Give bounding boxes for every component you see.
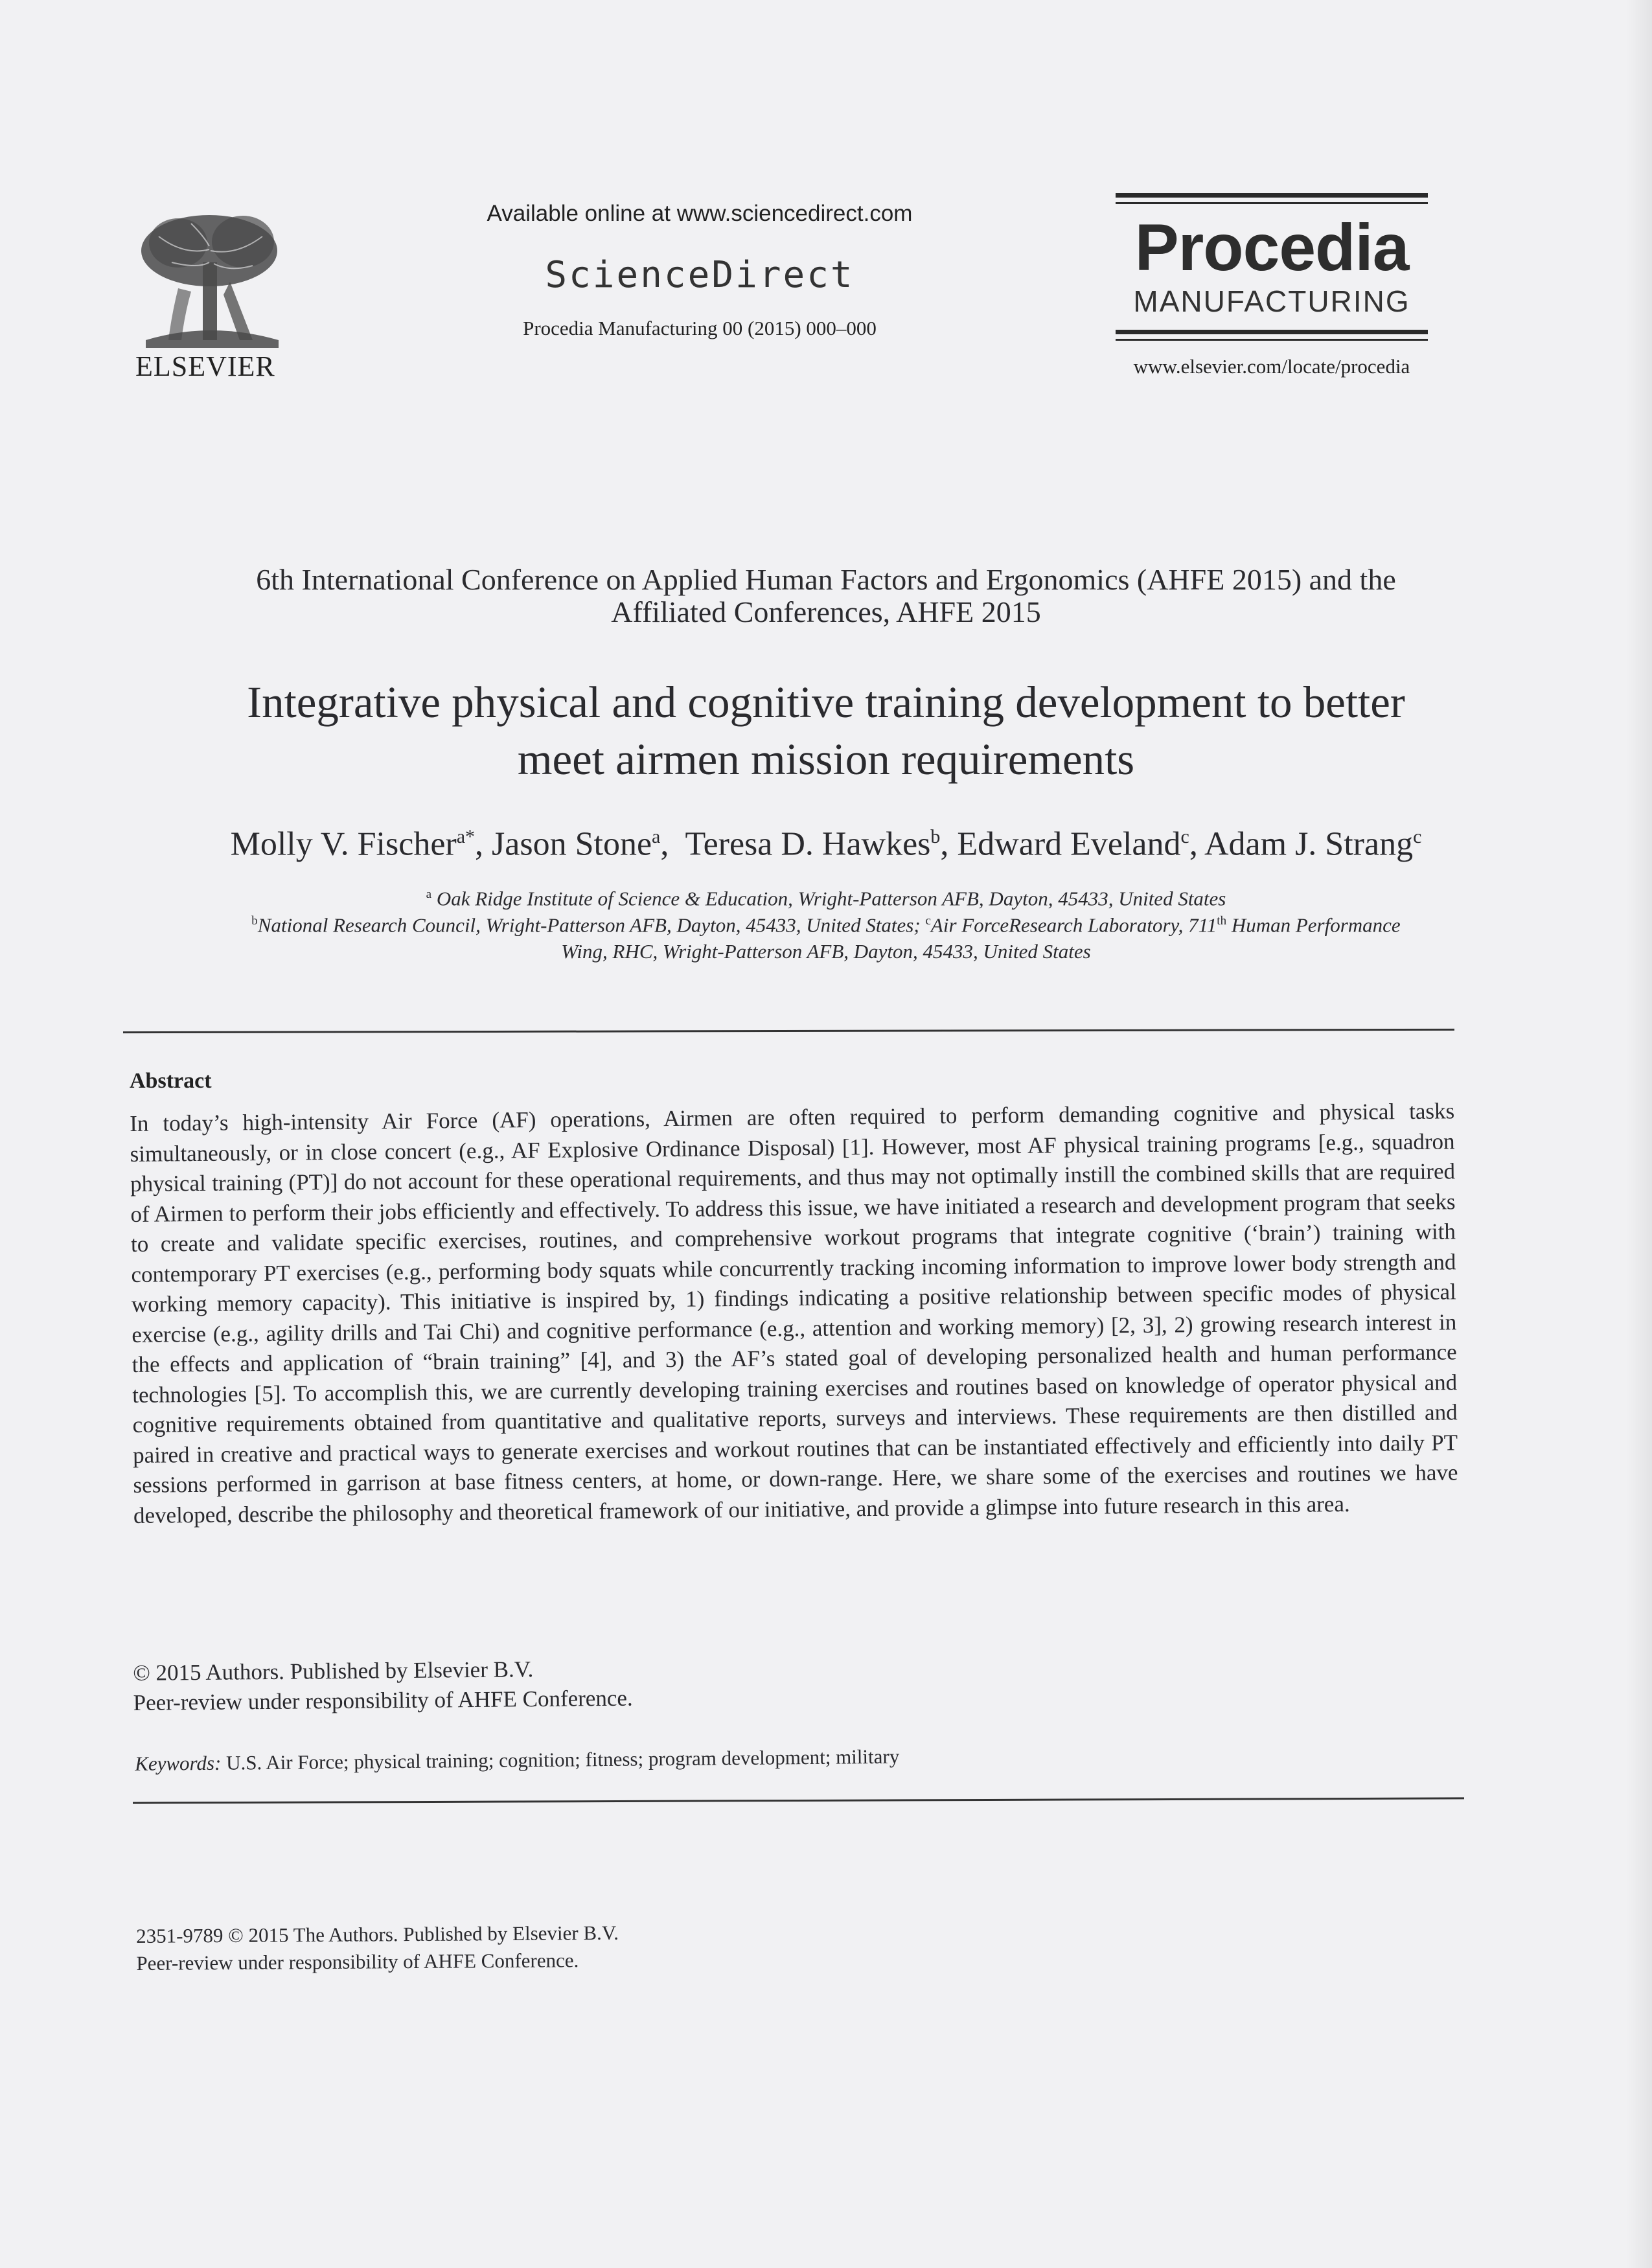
elsevier-logo [133,211,288,383]
peer-review-line: Peer-review under responsibility of AHFE Conference. [133,1685,633,1715]
logo-rule-bottom-thin [1116,339,1428,341]
affiliation-text: Wing, RHC, Wright-Patterson AFB, Dayton, 45433, United States [561,940,1091,963]
author-name: Edward Eveland [957,825,1181,863]
abstract-body: In today’s high-intensity Air Force (AF) operations, Airmen are often required to perform demanding cognitive and physical tasks simultaneously, or in close concert (e.g., AF Explosive Ordinance Disposal) [1]. However, most AF physical training programs [e.g., squadron physical training (PT)] do not account for these operational requirements, and thus may not optimally instill the combined skills that are required of Airmen to perform their jobs efficiently and effectively. To address this issue, we have initiated a research and development program that seeks to create and validate specific exercises, routines, and comprehensive workout programs that integrate cognitive (‘brain’) training with contemporary PT exercises (e.g., performing body squats while concurrently tracking incoming information to improve lower body strength and working memory capacity). This initiative is inspired by, 1) findings indicating a positive relationship between specific modes of physical exercise (e.g., agility drills and Tai Chi) and cognitive performance (e.g., attention and working memory) [2, 3], 2) growing research interest in the effects and application of “brain training” [4], and 3) the AF’s stated goal of developing personalized health and human performance technologies [5]. To accomplish this, we are currently developing training exercises and routines based on knowledge of operator physical and cognitive requirements obtained from quantitative and qualitative reports, surveys and interviews. These requirements are then distilled and paired in creative and practical ways to generate exercises and workout routines that can be instantiated effectively and efficiently into daily PT sessions performed in garrison at base fitness centers, at home, or down-range. Here, we share some of the exercises and routines we have developed, describe the philosophy and theoretical framework of our initiative, and provide a glimpse into future research in this area. [130,1098,1458,1528]
elsevier-tree-icon [133,211,288,350]
affiliation-text: Oak Ridge Institute of Science & Education, Wright-Patterson AFB, Dayton, 45433, United States [431,887,1226,910]
affiliation-c-cont [97,939,1555,964]
sciencedirect-wordmark: ScienceDirect [545,254,855,296]
abstract-heading: Abstract [130,1069,212,1093]
procedia-logo [1116,193,1428,378]
footer-issn-line: 2351-9789 © 2015 The Authors. Published by Elsevier B.V. [136,1921,619,1947]
author-affiliation-mark: a [652,826,661,847]
available-online-text: Available online at www.sciencedirect.com [487,201,913,226]
title-line-1: Integrative physical and cognitive training development to better [247,678,1405,727]
procedia-subtitle: MANUFACTURING [1133,284,1410,318]
author-name: Jason Stone [492,825,652,863]
elsevier-wordmark: ELSEVIER [135,350,275,382]
copyright-block [133,1654,633,1718]
logo-rule-bottom [1116,330,1428,334]
keywords-label: Keywords: [135,1751,222,1775]
affiliation-mark: c [925,914,931,928]
journal-center-header [402,201,998,340]
affiliation-text: National Research Council, Wright-Patterson AFB, Dayton, 45433, United States; [257,913,926,937]
author-name: Adam J. Strang [1204,825,1414,863]
conference-line-1: 6th International Conference on Applied Human Factors and Ergonomics (AHFE 2015) and the [256,563,1396,596]
journal-reference: Procedia Manufacturing 00 (2015) 000–000 [523,317,877,339]
journal-url: www.elsevier.com/locate/procedia [1133,355,1410,378]
author-affiliation-mark: b [930,826,941,847]
logo-rule-top [1116,193,1428,198]
ordinal-suffix: th [1217,914,1227,928]
author-name: Molly V. Fischer [230,825,457,863]
logo-rule-top-thin [1116,202,1428,204]
procedia-wordmark: Procedia [1134,211,1409,284]
paper-title [97,674,1555,788]
author-name: Teresa D. Hawkes [685,825,931,863]
header-divider [123,1029,1454,1033]
affiliation-mark: a [426,888,432,901]
page-edge-shadow [1626,0,1652,2268]
author-list: Molly V. Fischer$^{a*}$, Jason Stone$^a$, Teresa D. Hawkes$^b$, Edward Eveland$^c$, Adam J. Strang$^c$ [230,825,1422,863]
author-affiliation-mark: c [1180,826,1189,847]
affiliation-mark: b [251,914,258,928]
conference-name [97,564,1555,628]
affiliation-text: Air ForceResearch Laboratory, 711 [930,913,1217,937]
keywords-line [135,1745,899,1776]
author-affiliation-mark: c [1413,826,1422,847]
footer-block [136,1919,619,1977]
title-line-2: meet airmen mission requirements [517,735,1135,784]
affiliation-b-c [97,909,1555,937]
author-affiliation-mark: a* [456,826,476,847]
footer-peer-review-line: Peer-review under responsibility of AHFE Conference. [136,1949,579,1975]
affiliation-a [97,882,1555,911]
copyright-line: © 2015 Authors. Published by Elsevier B.V. [133,1656,534,1686]
conference-line-2: Affiliated Conferences, AHFE 2015 [611,595,1041,628]
keywords-text: U.S. Air Force; physical training; cognition; fitness; program development; military [221,1745,900,1774]
affiliation-text: Human Performance [1226,913,1401,937]
keywords-divider [133,1797,1464,1804]
